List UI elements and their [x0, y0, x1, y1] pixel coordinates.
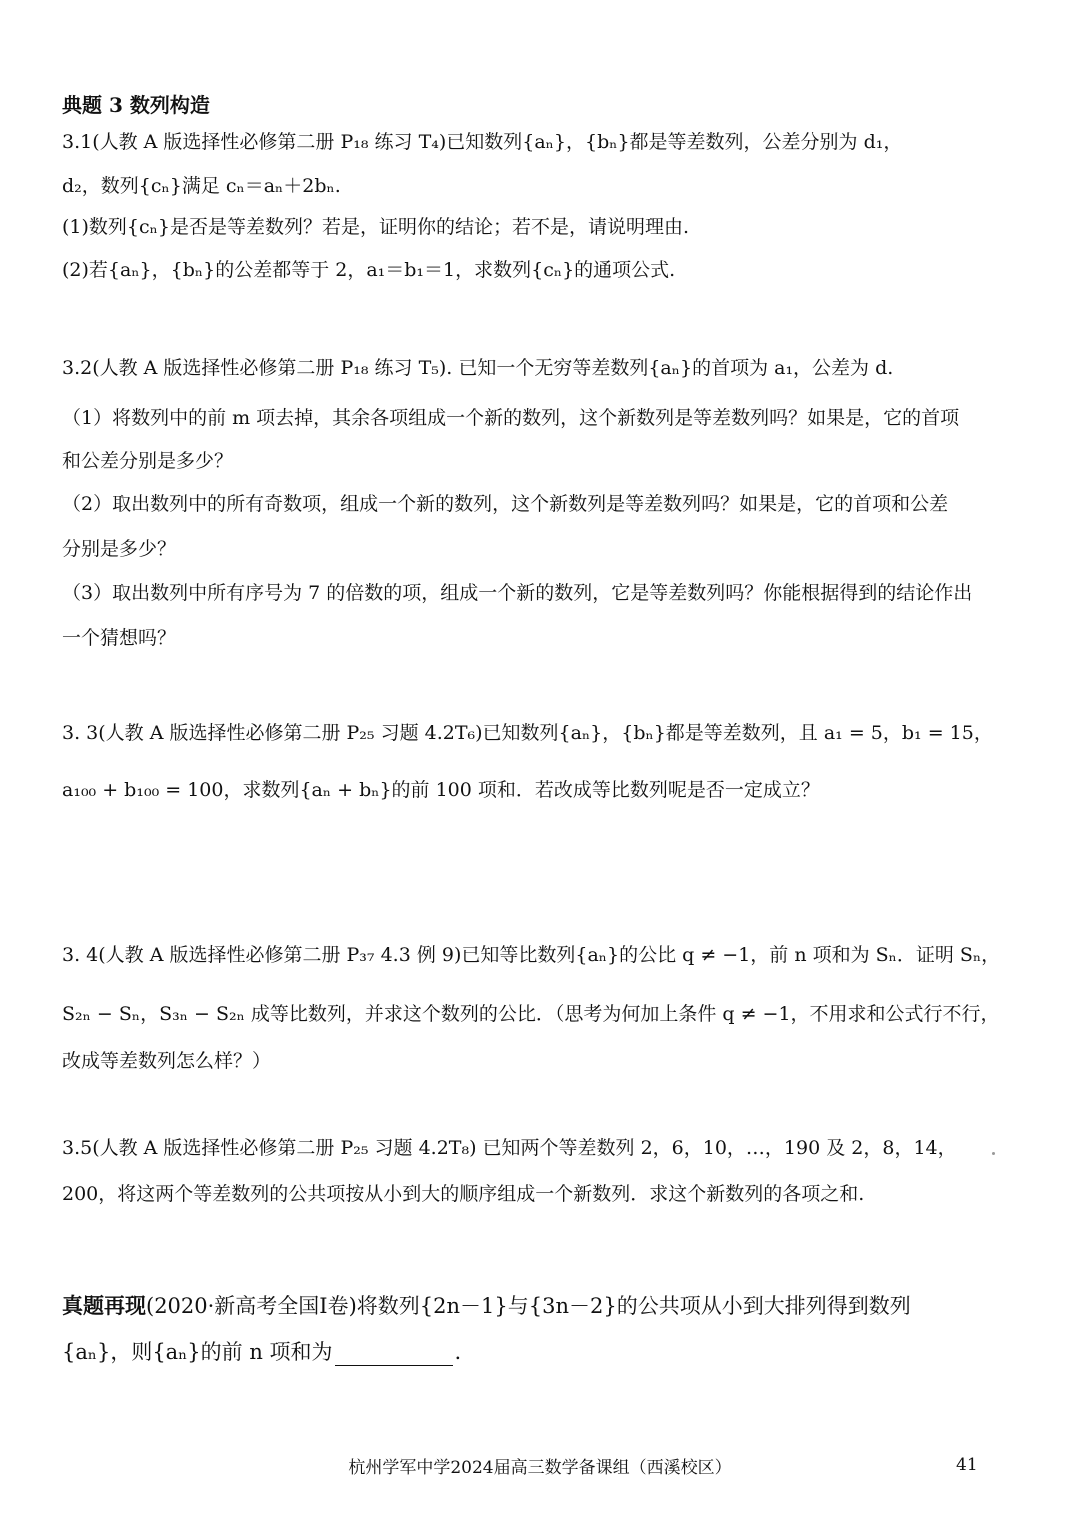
problem-3-3-line-2: a₁₀₀ + b₁₀₀ = 100，求数列{aₙ + bₙ}的前 100 项和．若改成等比数列呢是否一定成立？ — [62, 779, 820, 801]
footer-text: 杭州学军中学2024届高三数学备课组（西溪校区） — [348, 1458, 732, 1478]
problem-3-1-line-2: d₂，数列{cₙ}满足 cₙ＝aₙ＋2bₙ. — [62, 175, 341, 197]
problem-3-5-line-2: 200，将这两个等差数列的公共项按从小到大的顺序组成一个新数列．求这个新数列的各项之和. — [62, 1183, 865, 1205]
problem-3-3-line-1: 3. 3(人教 A 版选择性必修第二册 P₂₅ 习题 4.2T₆)已知数列{aₙ}，{bₙ}都是等差数列，且 a₁ = 5，b₁ = 15， — [62, 722, 993, 744]
problem-3-1-part-1: (1)数列{cₙ}是否是等差数列？若是，证明你的结论；若不是，请说明理由. — [62, 216, 689, 238]
answer-blank[interactable] — [335, 1343, 453, 1366]
problem-3-4-line-2: S₂ₙ − Sₙ，S₃ₙ − S₂ₙ 成等比数列，并求这个数列的公比．（思考为何加上条件 q ≠ −1，不用求和公式行不行， — [62, 1003, 1000, 1025]
zhenti-title: 真题再现 — [62, 1293, 146, 1318]
problem-3-4-line-1: 3. 4(人教 A 版选择性必修第二册 P₃₇ 4.3 例 9)已知等比数列{aₙ}的公比 q ≠ −1，前 n 项和为 Sₙ．证明 Sₙ， — [62, 944, 1001, 966]
zhenti-period: . — [454, 1340, 462, 1364]
problem-3-2-part-2-cont: 分别是多少？ — [62, 538, 177, 560]
scan-speck — [992, 1152, 995, 1155]
zhenti-text: (2020·新高考全国Ⅰ卷)将数列{2n－1}与{3n－2}的公共项从小到大排列得到数列 — [146, 1294, 911, 1318]
problem-3-1-part-2: (2)若{aₙ}，{bₙ}的公差都等于 2，a₁＝b₁＝1，求数列{cₙ}的通项公式. — [62, 259, 676, 281]
problem-3-2-part-3: （3）取出数列中所有序号为 7 的倍数的项，组成一个新的数列，它是等差数列吗？你能根据得到的结论作出 — [62, 582, 973, 604]
problem-3-1-line-1: 3.1(人教 A 版选择性必修第二册 P₁₈ 练习 T₄)已知数列{aₙ}，{bₙ}都是等差数列，公差分别为 d₁， — [62, 131, 903, 153]
problem-3-2-line-1: 3.2(人教 A 版选择性必修第二册 P₁₈ 练习 T₅). 已知一个无穷等差数列{aₙ}的首项为 a₁，公差为 d. — [62, 357, 894, 379]
problem-3-2-part-1-cont: 和公差分别是多少？ — [62, 450, 234, 472]
zhenti-question: {aₙ}，则{aₙ}的前 n 项和为 — [62, 1340, 333, 1364]
problem-3-2-part-3-cont: 一个猜想吗？ — [62, 627, 177, 649]
zhenti-line-2 — [62, 1338, 1020, 1366]
page-number: 41 — [956, 1455, 978, 1475]
zhenti-line-1 — [62, 1292, 1020, 1320]
problem-3-2-part-1: （1）将数列中的前 m 项去掉，其余各项组成一个新的数列，这个新数列是等差数列吗？如果是，它的首项 — [62, 407, 960, 429]
problem-3-2-part-2: （2）取出数列中的所有奇数项，组成一个新的数列，这个新数列是等差数列吗？如果是，它的首项和公差 — [62, 493, 949, 515]
problem-3-5-line-1: 3.5(人教 A 版选择性必修第二册 P₂₅ 习题 4.2T₈) 已知两个等差数列 2，6，10，…，190 及 2，8，14， — [62, 1137, 957, 1159]
problem-3-4-line-3: 改成等差数列怎么样？） — [62, 1050, 272, 1072]
section-title: 典题 3 数列构造 — [62, 93, 210, 117]
